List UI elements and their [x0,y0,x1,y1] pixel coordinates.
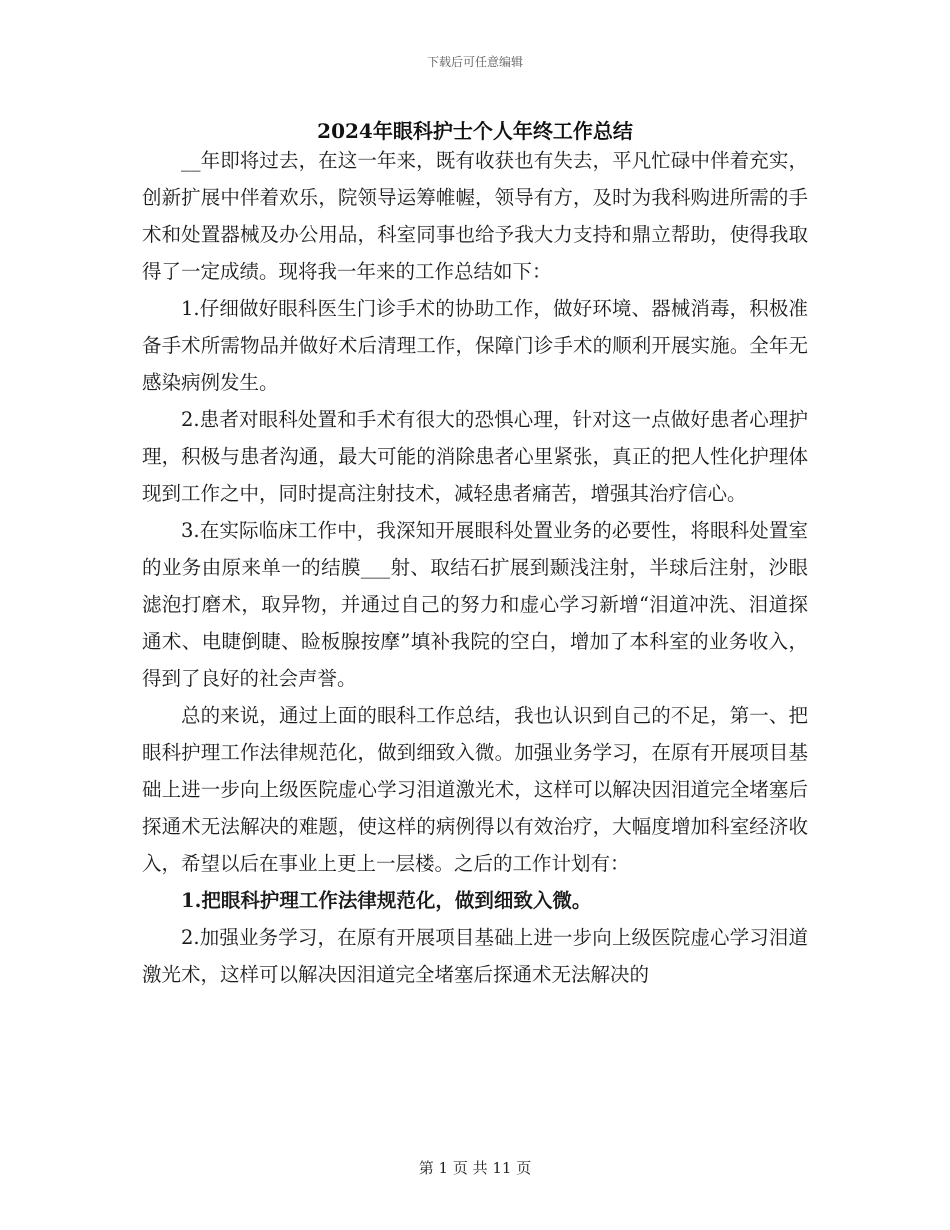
intro-paragraph: __年即将过去，在这一年来，既有收获也有失去，平凡忙碌中伴着充实，创新扩展中伴着欢乐，院领导运筹帷幄，领导有方，及时为我科购进所需的手术和处置器械及办公用品，科室同事也给予我大力支持和鼎立帮助，使得我取得了一定成绩。现将我一年来的工作总结如下： [142,149,808,283]
item-2-paragraph: 2.患者对眼科处置和手术有很大的恐惧心理，针对这一点做好患者心理护理，积极与患者沟通，最大可能的消除患者心里紧张，真正的把人性化护理体现到工作之中，同时提高注射技术，减轻患者痛苦，增强其治疗信心。 [142,408,808,505]
item-1-paragraph: 1.仔细做好眼科医生门诊手术的协助工作，做好环境、器械消毒，积极准备手术所需物品并做好术后清理工作，保障门诊手术的顺利开展实施。全年无感染病例发生。 [142,297,808,394]
summary-paragraph: 总的来说，通过上面的眼科工作总结，我也认识到自己的不足，第一、把眼科护理工作法律规范化，做到细致入微。加强业务学习，在原有开展项目基础上进一步向上级医院虚心学习泪道激光术，这样可以解决因泪道完全堵塞后探通术无法解决的难题，使这样的病例得以有效治疗，大幅度增加科室经济收入，希望以后在事业上更上一层楼。之后的工作计划有： [142,704,808,875]
page-footer: 第 1 页 共 11 页 [418,1159,532,1177]
item-3-paragraph: 3.在实际临床工作中，我深知开展眼科处置业务的必要性，将眼科处置室的业务由原来单一的结膜___射、取结石扩展到颞浅注射，半球后注射，沙眼滤泡打磨术，取异物，并通过自己的努力和虚心学习新增“泪道冲洗、泪道探通术、电睫倒睫、睑板腺按摩”填补我院的空白，增加了本科室的业务收入，得到了良好的社会声誉。 [142,519,808,690]
document-body [142,142,808,993]
header-note: 下载后可任意编辑 [426,55,523,69]
plan-item-2: 2.加强业务学习，在原有开展项目基础上进一步向上级医院虚心学习泪道激光术，这样可以解决因泪道完全堵塞后探通术无法解决的 [142,926,808,986]
plan-item-1: 1.把眼科护理工作法律规范化，做到细致入微。 [181,889,592,912]
document-title: 2024年眼科护士个人年终工作总结 [317,119,633,143]
